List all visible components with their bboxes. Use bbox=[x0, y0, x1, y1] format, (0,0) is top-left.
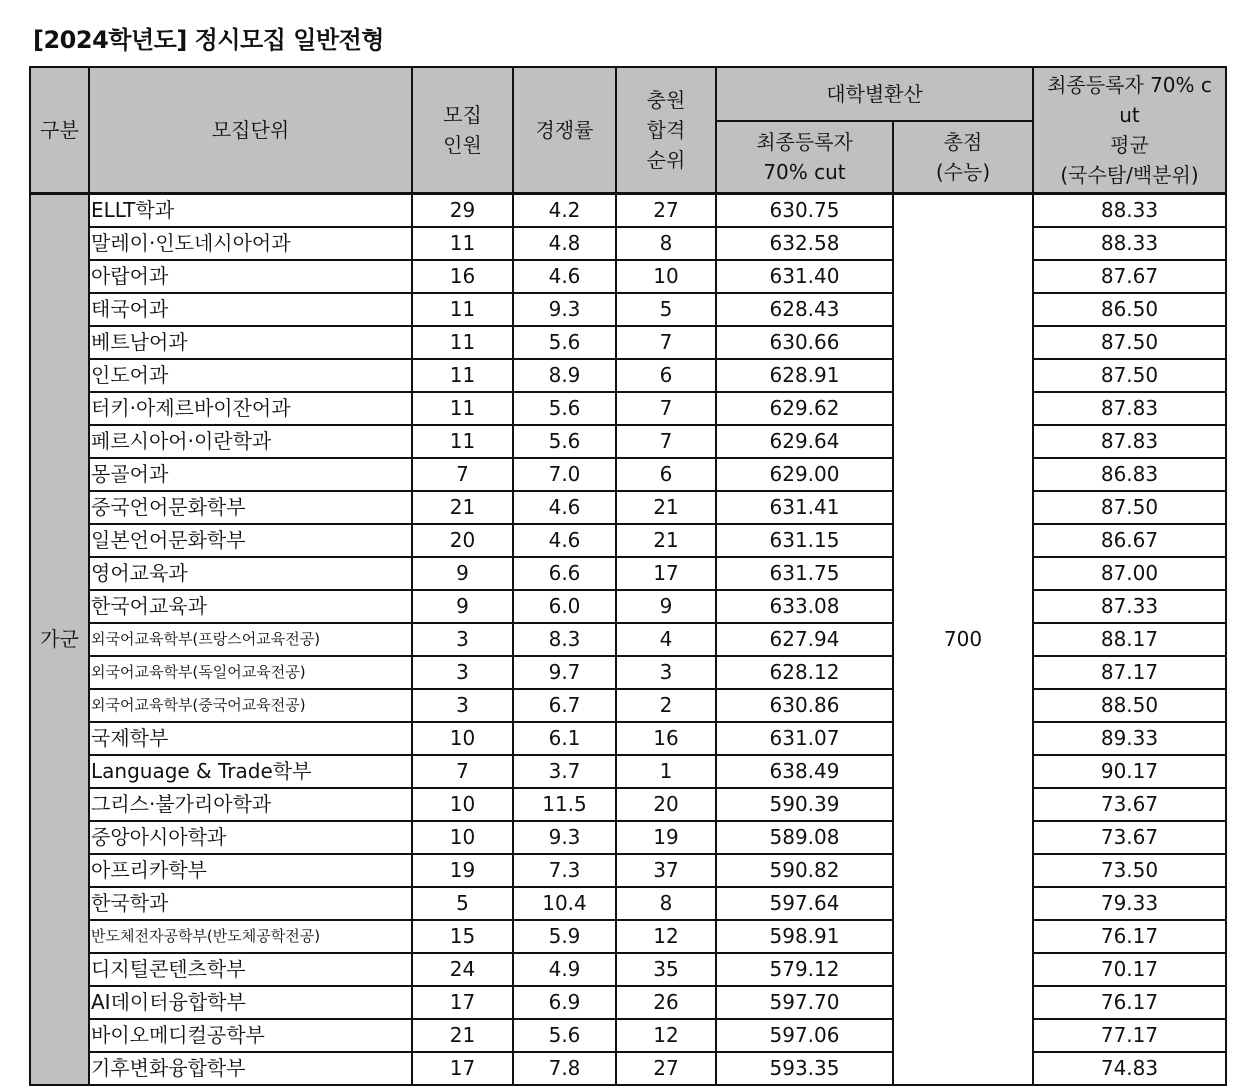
waitlist-rank-cell: 27 bbox=[616, 194, 716, 228]
unit-name: 반도체전자공학부(반도체공학전공) bbox=[89, 920, 412, 953]
average-cell: 86.67 bbox=[1033, 524, 1226, 557]
cut70-cell: 631.07 bbox=[716, 722, 893, 755]
unit-name: 베트남어과 bbox=[89, 326, 412, 359]
unit-name: 외국어교육학부(독일어교육전공) bbox=[89, 656, 412, 689]
table-row bbox=[30, 656, 1226, 689]
competition-cell: 6.7 bbox=[513, 689, 616, 722]
average-cell: 73.67 bbox=[1033, 821, 1226, 854]
cut70-cell: 597.70 bbox=[716, 986, 893, 1019]
waitlist-rank-cell: 19 bbox=[616, 821, 716, 854]
table-row bbox=[30, 1019, 1226, 1052]
quota-cell: 20 bbox=[412, 524, 513, 557]
average-cell: 90.17 bbox=[1033, 755, 1226, 788]
quota-cell: 19 bbox=[412, 854, 513, 887]
unit-name: 그리스·불가리아학과 bbox=[89, 788, 412, 821]
table-row bbox=[30, 557, 1226, 590]
competition-cell: 4.6 bbox=[513, 524, 616, 557]
waitlist-rank-cell: 4 bbox=[616, 623, 716, 656]
competition-cell: 3.7 bbox=[513, 755, 616, 788]
quota-cell: 16 bbox=[412, 260, 513, 293]
unit-name: 영어교육과 bbox=[89, 557, 412, 590]
quota-cell: 5 bbox=[412, 887, 513, 920]
waitlist-rank-cell: 9 bbox=[616, 590, 716, 623]
waitlist-rank-cell: 12 bbox=[616, 920, 716, 953]
unit-name: 태국어과 bbox=[89, 293, 412, 326]
cut70-cell: 627.94 bbox=[716, 623, 893, 656]
cut70-cell: 593.35 bbox=[716, 1052, 893, 1085]
competition-cell: 9.7 bbox=[513, 656, 616, 689]
competition-cell: 5.6 bbox=[513, 392, 616, 425]
header-unit: 모집단위 bbox=[89, 67, 412, 194]
average-cell: 89.33 bbox=[1033, 722, 1226, 755]
quota-cell: 11 bbox=[412, 425, 513, 458]
waitlist-rank-cell: 21 bbox=[616, 524, 716, 557]
table-row bbox=[30, 887, 1226, 920]
header-total: 총점 (수능) bbox=[893, 121, 1033, 194]
header-quota: 모집 인원 bbox=[412, 67, 513, 194]
unit-name: 국제학부 bbox=[89, 722, 412, 755]
table-row bbox=[30, 392, 1226, 425]
competition-cell: 4.8 bbox=[513, 227, 616, 260]
cut70-cell: 631.40 bbox=[716, 260, 893, 293]
cut70-cell: 628.91 bbox=[716, 359, 893, 392]
waitlist-rank-cell: 2 bbox=[616, 689, 716, 722]
competition-cell: 5.9 bbox=[513, 920, 616, 953]
unit-name: 아랍어과 bbox=[89, 260, 412, 293]
table-row bbox=[30, 227, 1226, 260]
group-cell: 가군 bbox=[30, 194, 89, 1086]
waitlist-rank-cell: 8 bbox=[616, 887, 716, 920]
competition-cell: 6.9 bbox=[513, 986, 616, 1019]
waitlist-rank-cell: 35 bbox=[616, 953, 716, 986]
header-group: 구분 bbox=[30, 67, 89, 194]
unit-name: 바이오메디컬공학부 bbox=[89, 1019, 412, 1052]
table-row bbox=[30, 293, 1226, 326]
cut70-cell: 638.49 bbox=[716, 755, 893, 788]
competition-cell: 7.3 bbox=[513, 854, 616, 887]
quota-cell: 11 bbox=[412, 293, 513, 326]
average-cell: 76.17 bbox=[1033, 920, 1226, 953]
competition-cell: 4.6 bbox=[513, 491, 616, 524]
average-cell: 87.50 bbox=[1033, 491, 1226, 524]
total-score-cell: 700 bbox=[893, 194, 1033, 1086]
waitlist-rank-cell: 10 bbox=[616, 260, 716, 293]
table-row bbox=[30, 986, 1226, 1019]
quota-cell: 21 bbox=[412, 491, 513, 524]
cut70-cell: 630.66 bbox=[716, 326, 893, 359]
waitlist-rank-cell: 7 bbox=[616, 392, 716, 425]
table-row bbox=[30, 590, 1226, 623]
quota-cell: 11 bbox=[412, 326, 513, 359]
waitlist-rank-cell: 37 bbox=[616, 854, 716, 887]
page-title: [2024학년도] 정시모집 일반전형 bbox=[33, 26, 384, 54]
average-cell: 86.50 bbox=[1033, 293, 1226, 326]
quota-cell: 11 bbox=[412, 227, 513, 260]
competition-cell: 8.3 bbox=[513, 623, 616, 656]
average-cell: 73.67 bbox=[1033, 788, 1226, 821]
table-row bbox=[30, 1052, 1226, 1085]
competition-cell: 6.0 bbox=[513, 590, 616, 623]
unit-name: 말레이·인도네시아어과 bbox=[89, 227, 412, 260]
average-cell: 87.83 bbox=[1033, 392, 1226, 425]
cut70-cell: 631.41 bbox=[716, 491, 893, 524]
cut70-cell: 633.08 bbox=[716, 590, 893, 623]
unit-name: ELLT학과 bbox=[89, 194, 412, 228]
average-cell: 77.17 bbox=[1033, 1019, 1226, 1052]
waitlist-rank-cell: 1 bbox=[616, 755, 716, 788]
competition-cell: 4.6 bbox=[513, 260, 616, 293]
unit-name: 터키·아제르바이잔어과 bbox=[89, 392, 412, 425]
quota-cell: 24 bbox=[412, 953, 513, 986]
quota-cell: 7 bbox=[412, 458, 513, 491]
cut70-cell: 597.64 bbox=[716, 887, 893, 920]
header-competition: 경쟁률 bbox=[513, 67, 616, 194]
average-cell: 87.50 bbox=[1033, 359, 1226, 392]
competition-cell: 6.6 bbox=[513, 557, 616, 590]
table-row bbox=[30, 755, 1226, 788]
unit-name: 몽골어과 bbox=[89, 458, 412, 491]
table-row bbox=[30, 689, 1226, 722]
quota-cell: 3 bbox=[412, 656, 513, 689]
table-row bbox=[30, 722, 1226, 755]
competition-cell: 5.6 bbox=[513, 326, 616, 359]
cut70-cell: 632.58 bbox=[716, 227, 893, 260]
cut70-cell: 631.75 bbox=[716, 557, 893, 590]
unit-name: 중앙아시아학과 bbox=[89, 821, 412, 854]
unit-name: AI데이터융합학부 bbox=[89, 986, 412, 1019]
average-cell: 88.17 bbox=[1033, 623, 1226, 656]
cut70-cell: 629.00 bbox=[716, 458, 893, 491]
quota-cell: 3 bbox=[412, 689, 513, 722]
unit-name: 일본언어문화학부 bbox=[89, 524, 412, 557]
unit-name: 외국어교육학부(프랑스어교육전공) bbox=[89, 623, 412, 656]
competition-cell: 8.9 bbox=[513, 359, 616, 392]
cut70-cell: 597.06 bbox=[716, 1019, 893, 1052]
cut70-cell: 590.39 bbox=[716, 788, 893, 821]
table-row bbox=[30, 458, 1226, 491]
cut70-cell: 629.64 bbox=[716, 425, 893, 458]
header-cut70: 최종등록자 70% cut bbox=[716, 121, 893, 194]
average-cell: 79.33 bbox=[1033, 887, 1226, 920]
average-cell: 87.33 bbox=[1033, 590, 1226, 623]
competition-cell: 7.8 bbox=[513, 1052, 616, 1085]
quota-cell: 11 bbox=[412, 392, 513, 425]
quota-cell: 17 bbox=[412, 986, 513, 1019]
cut70-cell: 630.75 bbox=[716, 194, 893, 228]
unit-name: 페르시아어·이란학과 bbox=[89, 425, 412, 458]
average-cell: 88.50 bbox=[1033, 689, 1226, 722]
average-cell: 87.67 bbox=[1033, 260, 1226, 293]
unit-name: 한국학과 bbox=[89, 887, 412, 920]
competition-cell: 7.0 bbox=[513, 458, 616, 491]
cut70-cell: 589.08 bbox=[716, 821, 893, 854]
unit-name: 디지털콘텐츠학부 bbox=[89, 953, 412, 986]
cut70-cell: 628.43 bbox=[716, 293, 893, 326]
waitlist-rank-cell: 27 bbox=[616, 1052, 716, 1085]
competition-cell: 9.3 bbox=[513, 821, 616, 854]
waitlist-rank-cell: 3 bbox=[616, 656, 716, 689]
competition-cell: 5.6 bbox=[513, 425, 616, 458]
table-row bbox=[30, 425, 1226, 458]
average-cell: 87.00 bbox=[1033, 557, 1226, 590]
waitlist-rank-cell: 7 bbox=[616, 326, 716, 359]
cut70-cell: 598.91 bbox=[716, 920, 893, 953]
table-row bbox=[30, 821, 1226, 854]
quota-cell: 9 bbox=[412, 590, 513, 623]
waitlist-rank-cell: 8 bbox=[616, 227, 716, 260]
average-cell: 88.33 bbox=[1033, 227, 1226, 260]
quota-cell: 7 bbox=[412, 755, 513, 788]
table-row bbox=[30, 524, 1226, 557]
quota-cell: 3 bbox=[412, 623, 513, 656]
average-cell: 70.17 bbox=[1033, 953, 1226, 986]
unit-name: Language & Trade학부 bbox=[89, 755, 412, 788]
cut70-cell: 590.82 bbox=[716, 854, 893, 887]
table-row bbox=[30, 260, 1226, 293]
competition-cell: 9.3 bbox=[513, 293, 616, 326]
cut70-cell: 628.12 bbox=[716, 656, 893, 689]
unit-name: 아프리카학부 bbox=[89, 854, 412, 887]
admissions-table bbox=[29, 66, 1227, 1086]
cut70-cell: 630.86 bbox=[716, 689, 893, 722]
waitlist-rank-cell: 7 bbox=[616, 425, 716, 458]
quota-cell: 9 bbox=[412, 557, 513, 590]
unit-name: 외국어교육학부(중국어교육전공) bbox=[89, 689, 412, 722]
cut70-cell: 629.62 bbox=[716, 392, 893, 425]
cut70-cell: 579.12 bbox=[716, 953, 893, 986]
header-average: 최종등록자 70% c ut 평균 (국수탐/백분위) bbox=[1033, 67, 1226, 194]
quota-cell: 17 bbox=[412, 1052, 513, 1085]
header-converted-score: 대학별환산 bbox=[716, 67, 1033, 121]
table-row bbox=[30, 359, 1226, 392]
table-row bbox=[30, 623, 1226, 656]
quota-cell: 15 bbox=[412, 920, 513, 953]
average-cell: 87.50 bbox=[1033, 326, 1226, 359]
quota-cell: 11 bbox=[412, 359, 513, 392]
table-row bbox=[30, 953, 1226, 986]
quota-cell: 21 bbox=[412, 1019, 513, 1052]
quota-cell: 10 bbox=[412, 788, 513, 821]
cut70-cell: 631.15 bbox=[716, 524, 893, 557]
average-cell: 86.83 bbox=[1033, 458, 1226, 491]
table-row bbox=[30, 326, 1226, 359]
unit-name: 인도어과 bbox=[89, 359, 412, 392]
quota-cell: 10 bbox=[412, 722, 513, 755]
waitlist-rank-cell: 6 bbox=[616, 458, 716, 491]
waitlist-rank-cell: 20 bbox=[616, 788, 716, 821]
competition-cell: 4.2 bbox=[513, 194, 616, 228]
table-row bbox=[30, 920, 1226, 953]
waitlist-rank-cell: 26 bbox=[616, 986, 716, 1019]
quota-cell: 29 bbox=[412, 194, 513, 228]
table-row bbox=[30, 194, 1226, 228]
competition-cell: 10.4 bbox=[513, 887, 616, 920]
average-cell: 76.17 bbox=[1033, 986, 1226, 1019]
waitlist-rank-cell: 16 bbox=[616, 722, 716, 755]
waitlist-rank-cell: 17 bbox=[616, 557, 716, 590]
unit-name: 중국언어문화학부 bbox=[89, 491, 412, 524]
average-cell: 74.83 bbox=[1033, 1052, 1226, 1085]
table-row bbox=[30, 491, 1226, 524]
header-waitlist-rank: 충원 합격 순위 bbox=[616, 67, 716, 194]
quota-cell: 10 bbox=[412, 821, 513, 854]
competition-cell: 11.5 bbox=[513, 788, 616, 821]
unit-name: 기후변화융합학부 bbox=[89, 1052, 412, 1085]
table-row bbox=[30, 788, 1226, 821]
average-cell: 87.83 bbox=[1033, 425, 1226, 458]
waitlist-rank-cell: 21 bbox=[616, 491, 716, 524]
average-cell: 73.50 bbox=[1033, 854, 1226, 887]
unit-name: 한국어교육과 bbox=[89, 590, 412, 623]
competition-cell: 4.9 bbox=[513, 953, 616, 986]
competition-cell: 6.1 bbox=[513, 722, 616, 755]
average-cell: 88.33 bbox=[1033, 194, 1226, 228]
waitlist-rank-cell: 5 bbox=[616, 293, 716, 326]
waitlist-rank-cell: 6 bbox=[616, 359, 716, 392]
competition-cell: 5.6 bbox=[513, 1019, 616, 1052]
waitlist-rank-cell: 12 bbox=[616, 1019, 716, 1052]
table-row bbox=[30, 854, 1226, 887]
average-cell: 87.17 bbox=[1033, 656, 1226, 689]
